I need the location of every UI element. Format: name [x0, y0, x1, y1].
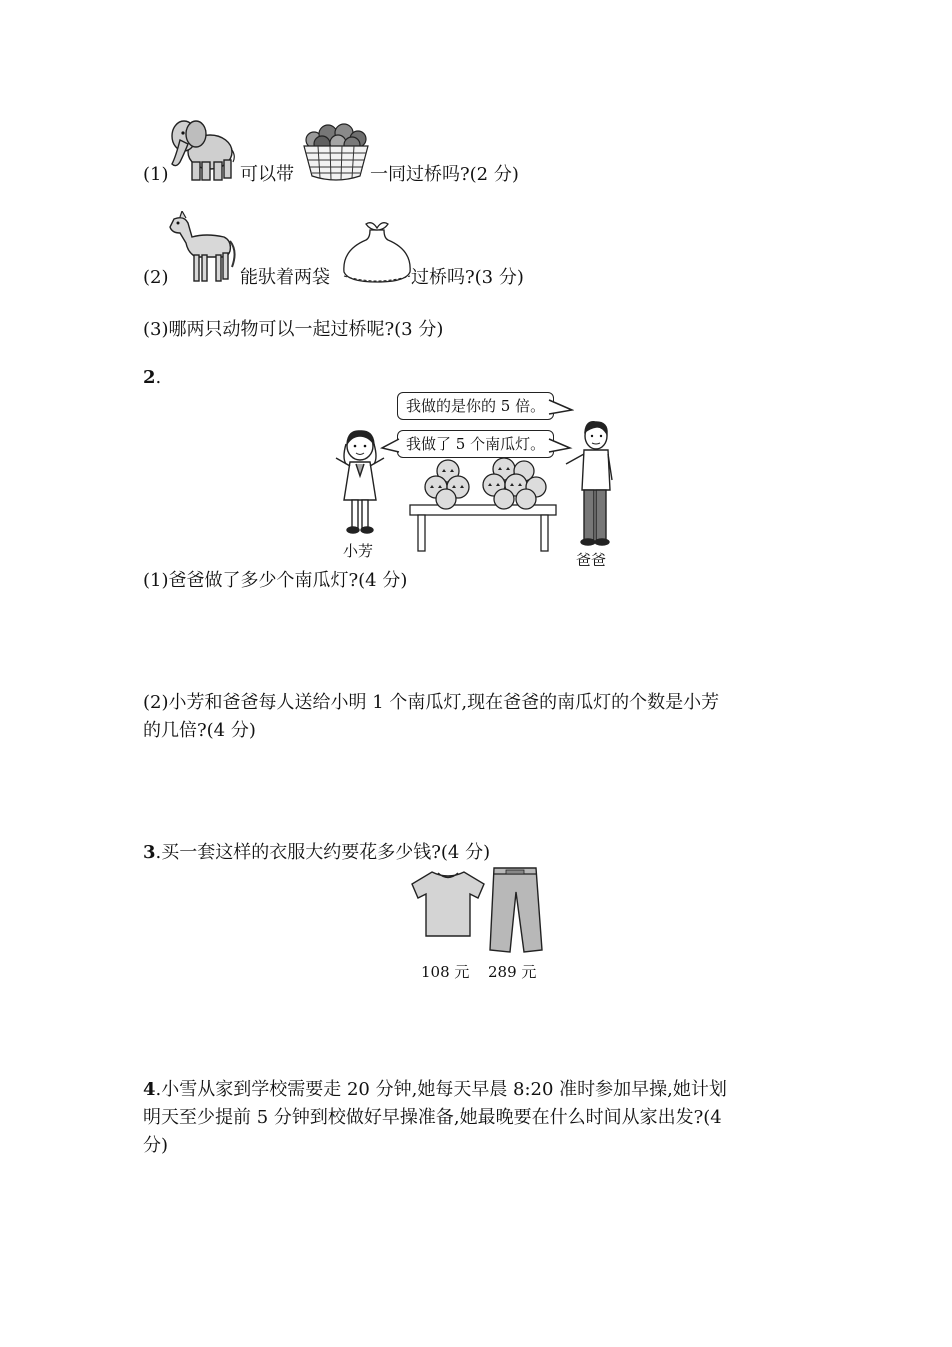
- q2-number: 2: [143, 367, 156, 388]
- q3-text: [143, 840, 490, 866]
- q1-part3-text: (3)哪两只动物可以一起过桥呢?(3 分): [143, 319, 444, 340]
- q1-part1-text-b: 一同过桥吗?(2 分): [370, 164, 519, 185]
- label-xiaofang: 小芳: [343, 542, 374, 560]
- dad-illustration: [560, 420, 620, 548]
- fruit-basket-icon: [300, 118, 372, 184]
- q1-part2-text-b: 过桥吗?(3 分): [411, 267, 524, 288]
- pants-price: 289 元: [488, 963, 537, 981]
- q1-part2-number: (2): [143, 267, 169, 288]
- elephant-icon: [166, 116, 236, 184]
- q3-number: 3: [143, 842, 156, 863]
- speech-bubble-dad: 我做的是你的 5 倍。: [397, 392, 554, 420]
- q2-part1-text: (1)爸爸做了多少个南瓜灯?(4 分): [143, 570, 408, 591]
- q3-question: .买一套这样的衣服大约要花多少钱?(4 分): [155, 842, 491, 863]
- q4-line2: 明天至少提前 5 分钟到校做好早操准备,她最晚要在什么时间从家出发?(4: [143, 1107, 722, 1128]
- q2-number-dot: .: [155, 367, 162, 388]
- label-dad: 爸爸: [576, 551, 607, 569]
- q2-part2-line1: (2)小芳和爸爸每人送给小明 1 个南瓜灯,现在爸爸的南瓜灯的个数是小芳: [143, 692, 720, 713]
- girl-xiaofang-illustration: [330, 428, 390, 540]
- q4-line1: [143, 1077, 727, 1103]
- q2-heading: [143, 365, 161, 391]
- q4-line3: 分): [143, 1135, 169, 1156]
- pants-icon: [486, 866, 544, 954]
- q1-part1-text-a: 可以带: [240, 164, 294, 185]
- table-with-pumpkin-lanterns: [408, 455, 558, 553]
- q2-part2-line2: 的几倍?(4 分): [143, 720, 256, 741]
- shirt-price: 108 元: [421, 963, 470, 981]
- q1-part2-text-a: 能驮着两袋: [240, 267, 330, 288]
- horse-icon: [166, 211, 238, 285]
- speech-bubble-dad-tail: [548, 398, 574, 418]
- q4-number: 4: [143, 1079, 156, 1100]
- tshirt-icon: [408, 868, 488, 940]
- q4-line1-text: .小雪从家到学校需要走 20 分钟,她每天早晨 8:20 准时参加早操,她计划: [155, 1079, 727, 1100]
- speech-bubble-girl: 我做了 5 个南瓜灯。: [397, 430, 554, 458]
- q1-part1-number: (1): [143, 164, 169, 185]
- sack-icon: [340, 218, 414, 286]
